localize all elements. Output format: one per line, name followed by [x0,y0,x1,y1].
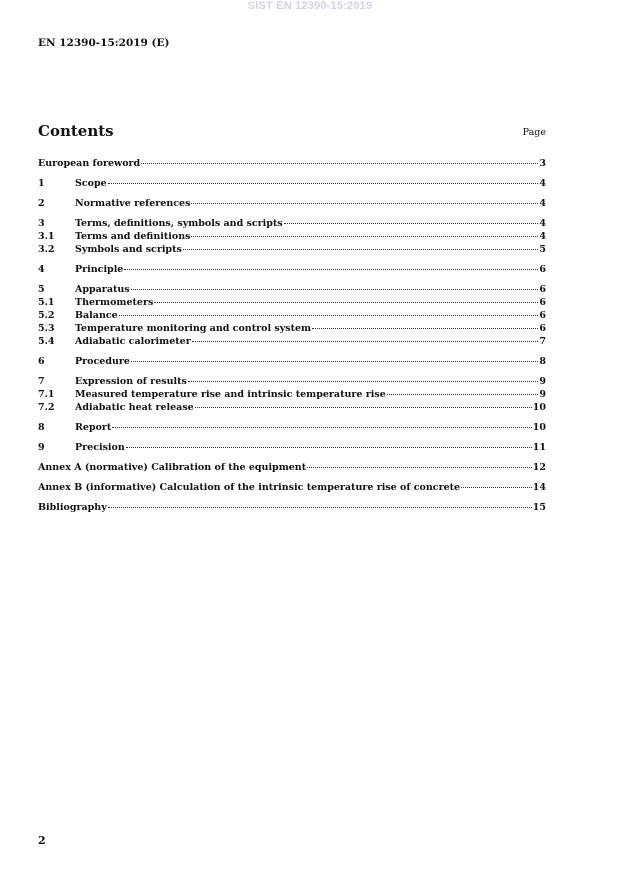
toc-entry-title: Report [75,422,112,433]
toc-entry-title: Terms, definitions, symbols and scripts [75,218,283,229]
toc-entry-number: 1 [38,178,45,189]
toc-entry-page: 11 [532,442,546,453]
toc-leader-dots [461,487,532,488]
toc-entry-number: 7 [38,376,45,387]
toc-leader-dots [131,361,538,362]
toc-entry-number: 5.3 [38,323,55,334]
toc-entry-number: 3.1 [38,231,55,242]
toc-entry-title: Annex A (normative) Calibration of the equipment [38,462,307,473]
contents-title: Contents [38,122,114,140]
toc-entry-page: 7 [539,336,546,347]
toc-entry[interactable] [38,177,546,190]
toc-entry[interactable] [38,441,546,454]
toc-entry[interactable] [38,501,546,514]
toc-entry-page: 6 [539,264,546,275]
toc-entry[interactable] [38,157,546,170]
toc-entry[interactable] [38,230,546,243]
toc-leader-dots [192,341,539,342]
toc-entry[interactable] [38,197,546,210]
toc-entry-number: 5.1 [38,297,55,308]
toc-entry-title: Symbols and scripts [75,244,182,255]
toc-entry-page: 4 [539,218,546,229]
toc-entry[interactable] [38,309,546,322]
toc-leader-dots [108,507,532,508]
toc-entry-number: 2 [38,198,45,209]
toc-entry-title: Terms and definitions [75,231,191,242]
toc-entry-number: 9 [38,442,45,453]
toc-leader-dots [312,328,538,329]
toc-entry-title: Scope [75,178,107,189]
toc-leader-dots [307,467,532,468]
toc-entry-page: 15 [532,502,546,513]
toc-entry[interactable] [38,388,546,401]
toc-entry-title: Adiabatic calorimeter [75,336,191,347]
toc-entry-title: Apparatus [75,284,130,295]
toc-leader-dots [191,203,538,204]
toc-entry-page: 6 [539,323,546,334]
toc-leader-dots [284,223,539,224]
toc-entry-number: 7.2 [38,402,55,413]
toc-entry[interactable] [38,481,546,494]
toc-entry[interactable] [38,243,546,256]
toc-entry-title: Thermometers [75,297,154,308]
toc-entry[interactable] [38,375,546,388]
watermark: SIST EN 12390-15:2019 [247,0,373,12]
page-column-label: Page [522,127,546,138]
toc-entry-number: 8 [38,422,45,433]
toc-leader-dots [108,183,539,184]
toc-entry-title: Measured temperature rise and intrinsic temperature rise [75,389,386,400]
toc-entry-page: 4 [539,178,546,189]
toc-entry-page: 6 [539,297,546,308]
toc-entry-page: 5 [539,244,546,255]
toc-entry-number: 6 [38,356,45,367]
toc-entry-number: 7.1 [38,389,55,400]
toc-entry[interactable] [38,283,546,296]
toc-leader-dots [131,289,539,290]
toc-entry-number: 5 [38,284,45,295]
toc-entry[interactable] [38,461,546,474]
toc-leader-dots [126,447,532,448]
toc-entry[interactable] [38,217,546,230]
toc-entry-page: 8 [539,356,546,367]
toc-entry-title: Annex B (informative) Calculation of the intrinsic temperature rise of concrete [38,482,461,493]
toc-entry-page: 9 [539,389,546,400]
toc-entry-number: 3.2 [38,244,55,255]
toc-leader-dots [119,315,539,316]
toc-entry[interactable] [38,263,546,276]
toc-entry-title: European foreword [38,158,141,169]
toc-entry-title: Bibliography [38,502,107,513]
toc-entry-page: 12 [532,462,546,473]
toc-entry-title: Adiabatic heat release [75,402,194,413]
toc-entry-title: Principle [75,264,124,275]
toc-entry-title: Expression of results [75,376,187,387]
toc-leader-dots [154,302,538,303]
toc-entry-page: 10 [532,422,546,433]
toc-entry-number: 5.4 [38,336,55,347]
toc-entry-number: 3 [38,218,45,229]
toc-entry-title: Temperature monitoring and control system [75,323,312,334]
toc-entry-number: 5.2 [38,310,55,321]
toc-leader-dots [195,407,532,408]
toc-entry-title: Balance [75,310,118,321]
toc-entry[interactable] [38,401,546,414]
toc-entry[interactable] [38,296,546,309]
toc-leader-dots [183,249,539,250]
toc-entry-page: 10 [532,402,546,413]
toc-entry-page: 9 [539,376,546,387]
toc-entry-page: 3 [539,158,546,169]
toc-leader-dots [387,394,539,395]
toc-leader-dots [124,269,538,270]
toc-entry-page: 4 [539,231,546,242]
table-of-contents [38,157,546,514]
toc-leader-dots [112,427,531,428]
toc-entry-page: 14 [532,482,546,493]
toc-entry-page: 6 [539,284,546,295]
toc-entry-title: Procedure [75,356,130,367]
page-number: 2 [38,834,46,847]
toc-entry-number: 4 [38,264,45,275]
toc-leader-dots [141,163,538,164]
toc-entry[interactable] [38,355,546,368]
toc-entry[interactable] [38,335,546,348]
toc-entry-page: 6 [539,310,546,321]
toc-entry[interactable] [38,421,546,434]
toc-entry-title: Normative references [75,198,191,209]
toc-entry[interactable] [38,322,546,335]
toc-entry-page: 4 [539,198,546,209]
toc-leader-dots [191,236,538,237]
document-id: EN 12390-15:2019 (E) [38,37,170,49]
toc-leader-dots [188,381,539,382]
toc-entry-title: Precision [75,442,125,453]
